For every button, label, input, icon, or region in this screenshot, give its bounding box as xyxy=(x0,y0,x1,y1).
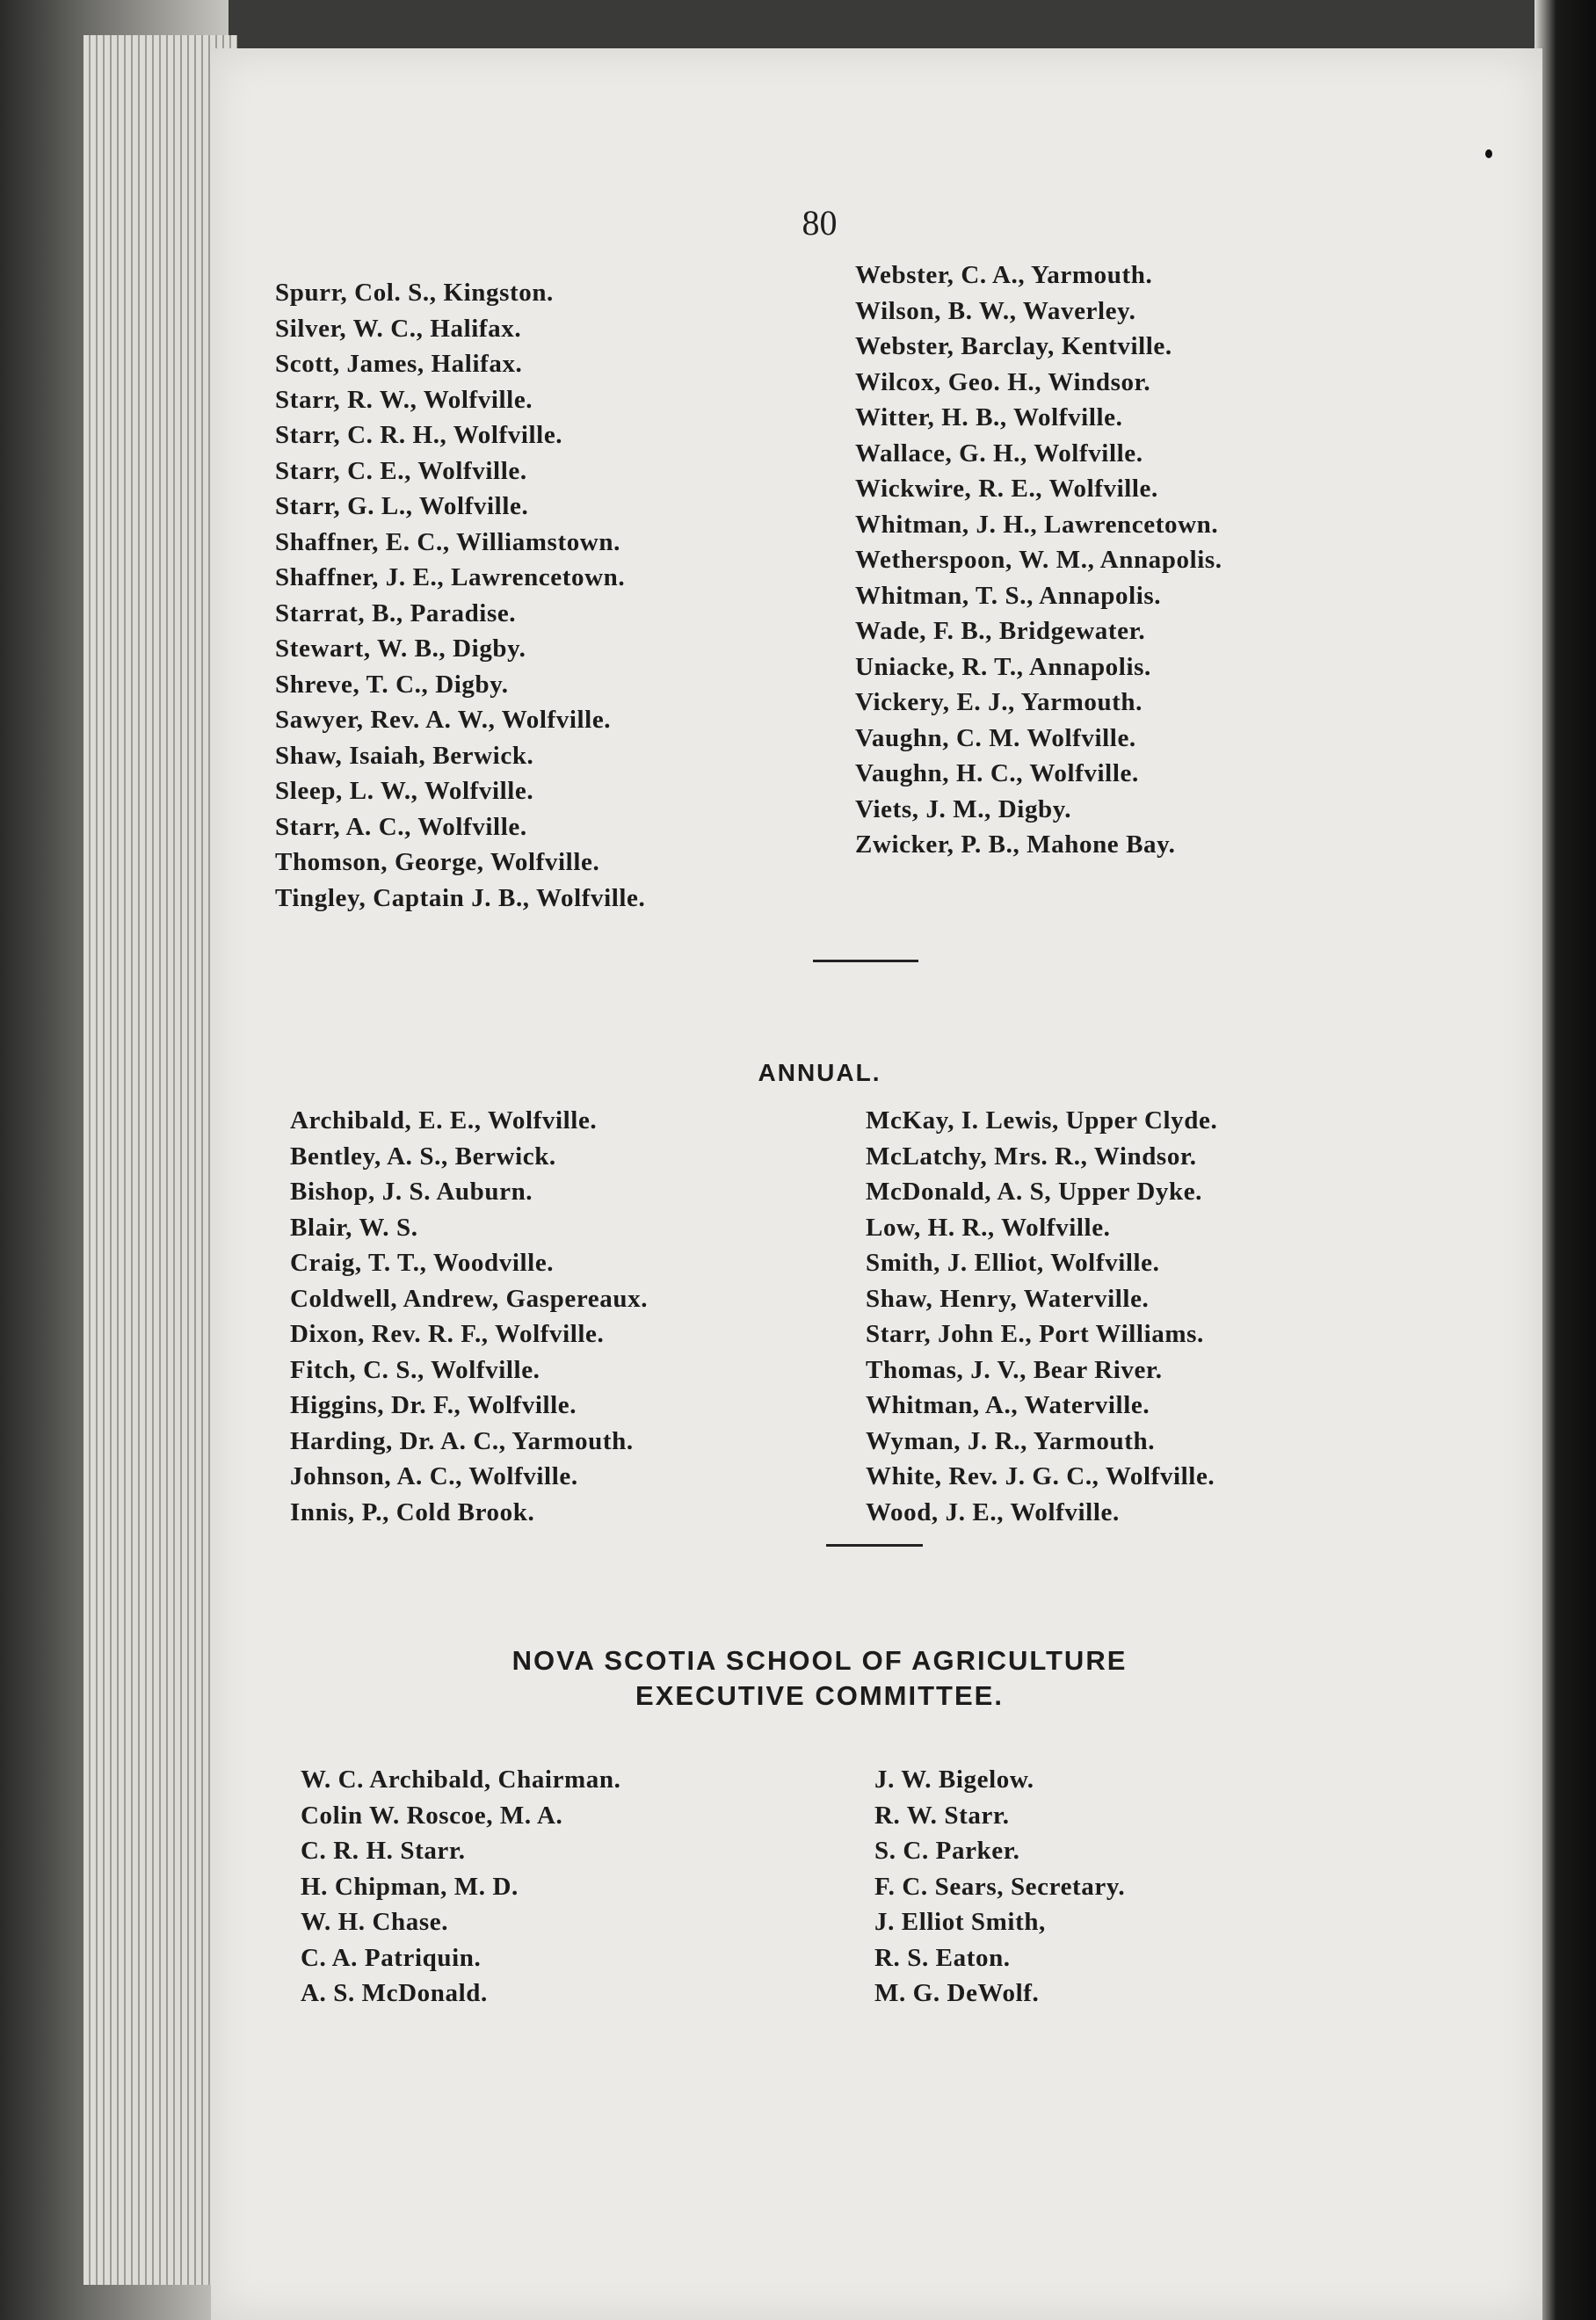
committee-left-column xyxy=(301,1762,620,2012)
list-item: Bentley, A. S., Berwick. xyxy=(290,1142,556,1171)
list-item: Shreve, T. C., Digby. xyxy=(275,670,509,699)
list-item: M. G. DeWolf. xyxy=(874,1979,1040,2007)
agriculture-heading xyxy=(97,1643,1542,1714)
list-item: Blair, W. S. xyxy=(290,1213,418,1242)
list-item: Stewart, W. B., Digby. xyxy=(275,634,526,663)
list-item: Starr, C. R. H., Wolfville. xyxy=(275,421,563,449)
list-item: Thomas, J. V., Bear River. xyxy=(866,1355,1163,1384)
list-item: Shaw, Henry, Waterville. xyxy=(866,1284,1150,1313)
list-item: Sawyer, Rev. A. W., Wolfville. xyxy=(275,706,612,734)
section-divider xyxy=(813,960,918,962)
list-item: R. W. Starr. xyxy=(874,1801,1010,1830)
annual-left-column xyxy=(290,1103,648,1530)
list-item: Tingley, Captain J. B., Wolfville. xyxy=(275,883,646,912)
list-item: Wetherspoon, W. M., Annapolis. xyxy=(855,546,1222,574)
list-item: Colin W. Roscoe, M. A. xyxy=(301,1801,563,1830)
list-item: Webster, Barclay, Kentville. xyxy=(855,332,1172,360)
list-item: Webster, C. A., Yarmouth. xyxy=(855,261,1153,289)
list-item: Bishop, J. S. Auburn. xyxy=(290,1178,533,1206)
list-item: H. Chipman, M. D. xyxy=(301,1872,519,1901)
list-item: Wickwire, R. E., Wolfville. xyxy=(855,475,1158,503)
annual-right-column xyxy=(866,1103,1217,1530)
list-item: Viets, J. M., Digby. xyxy=(855,794,1072,823)
list-item: Low, H. R., Wolfville. xyxy=(866,1213,1111,1242)
list-item: Fitch, C. S., Wolfville. xyxy=(290,1355,540,1384)
list-item: White, Rev. J. G. C., Wolfville. xyxy=(866,1462,1215,1490)
committee-right-column xyxy=(874,1762,1125,2012)
list-item: Starr, C. E., Wolfville. xyxy=(275,456,527,485)
list-item: Coldwell, Andrew, Gaspereaux. xyxy=(290,1284,649,1313)
list-item: Starr, A. C., Wolfville. xyxy=(275,812,527,841)
list-item: Wood, J. E., Wolfville. xyxy=(866,1497,1120,1526)
list-item: Craig, T. T., Woodville. xyxy=(290,1249,555,1277)
list-item: S. C. Parker. xyxy=(874,1837,1020,1865)
agriculture-heading-line1: NOVA SCOTIA SCHOOL OF AGRICULTURE xyxy=(511,1645,1128,1676)
list-item: Dixon, Rev. R. F., Wolfville. xyxy=(290,1320,605,1348)
list-item: Innis, P., Cold Brook. xyxy=(290,1497,535,1526)
list-item: Wyman, J. R., Yarmouth. xyxy=(866,1426,1156,1455)
list-item: A. S. McDonald. xyxy=(301,1979,488,2007)
list-item: Starr, John E., Port Williams. xyxy=(866,1320,1204,1348)
list-item: Wilson, B. W., Waverley. xyxy=(855,296,1136,325)
list-item: Vickery, E. J., Yarmouth. xyxy=(855,688,1143,716)
page-number: 80 xyxy=(802,203,838,243)
book-gutter-shadow xyxy=(1534,0,1596,2320)
list-item: Whitman, T. S., Annapolis. xyxy=(855,581,1162,610)
list-item: Wade, F. B., Bridgewater. xyxy=(855,617,1146,645)
list-item: Sleep, L. W., Wolfville. xyxy=(275,777,534,805)
list-item: Silver, W. C., Halifax. xyxy=(275,314,522,343)
list-item: J. Elliot Smith, xyxy=(874,1908,1046,1936)
list-item: Vaughn, H. C., Wolfville. xyxy=(855,759,1139,787)
agriculture-heading-line2: EXECUTIVE COMMITTEE. xyxy=(635,1680,1004,1711)
list-item: R. S. Eaton. xyxy=(874,1943,1011,1972)
list-item: Starr, R. W., Wolfville. xyxy=(275,385,533,414)
list-item: W. H. Chase. xyxy=(301,1908,449,1936)
list-item: Wallace, G. H., Wolfville. xyxy=(855,439,1143,468)
list-item: C. A. Patriquin. xyxy=(301,1943,482,1972)
list-item: W. C. Archibald, Chairman. xyxy=(301,1765,621,1794)
list-item: J. W. Bigelow. xyxy=(874,1765,1034,1794)
list-item: Shaw, Isaiah, Berwick. xyxy=(275,741,534,770)
annual-heading: ANNUAL. xyxy=(758,1059,881,1086)
list-item: McDonald, A. S, Upper Dyke. xyxy=(866,1178,1203,1206)
list-item: Starr, G. L., Wolfville. xyxy=(275,492,529,520)
list-item: Shaffner, J. E., Lawrencetown. xyxy=(275,563,626,591)
list-item: Spurr, Col. S., Kingston. xyxy=(275,279,554,307)
list-item: Harding, Dr. A. C., Yarmouth. xyxy=(290,1426,634,1455)
ink-speck xyxy=(1485,149,1492,158)
list-item: McLatchy, Mrs. R., Windsor. xyxy=(866,1142,1197,1171)
document-page xyxy=(211,48,1542,2320)
list-item: McKay, I. Lewis, Upper Clyde. xyxy=(866,1106,1218,1135)
list-item: Johnson, A. C., Wolfville. xyxy=(290,1462,578,1490)
list-item: Starrat, B., Paradise. xyxy=(275,598,517,627)
list-item: Zwicker, P. B., Mahone Bay. xyxy=(855,830,1176,859)
list-item: Uniacke, R. T., Annapolis. xyxy=(855,652,1151,681)
list-item: Vaughn, C. M. Wolfville. xyxy=(855,723,1136,752)
list-item: Witter, H. B., Wolfville. xyxy=(855,403,1123,431)
list-item: Smith, J. Elliot, Wolfville. xyxy=(866,1249,1160,1277)
list-item: Whitman, A., Waterville. xyxy=(866,1391,1150,1419)
section-divider xyxy=(826,1544,923,1547)
list-item: Higgins, Dr. F., Wolfville. xyxy=(290,1391,577,1419)
list-item: Scott, James, Halifax. xyxy=(275,350,523,378)
list-item: Whitman, J. H., Lawrencetown. xyxy=(855,510,1219,539)
list-item: Thomson, George, Wolfville. xyxy=(275,848,600,876)
list-item: Archibald, E. E., Wolfville. xyxy=(290,1106,598,1135)
life-members-left-column xyxy=(275,275,645,916)
list-item: Wilcox, Geo. H., Windsor. xyxy=(855,367,1151,396)
list-item: Shaffner, E. C., Williamstown. xyxy=(275,527,620,556)
list-item: C. R. H. Starr. xyxy=(301,1837,466,1865)
list-item: F. C. Sears, Secretary. xyxy=(874,1872,1126,1901)
life-members-right-column xyxy=(855,257,1222,863)
